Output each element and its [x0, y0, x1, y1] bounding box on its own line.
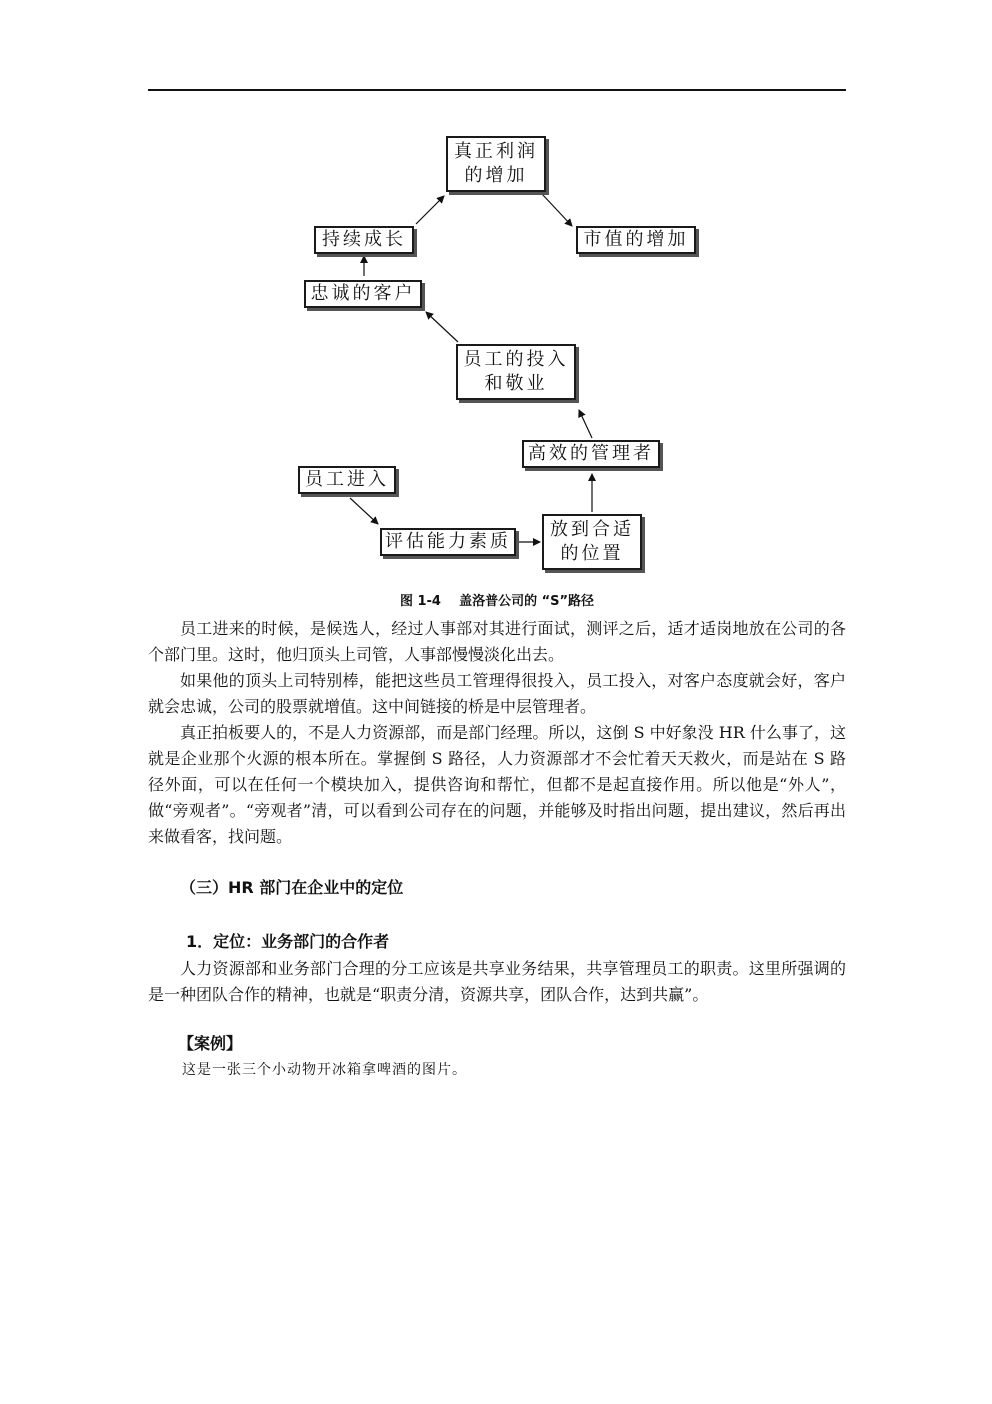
subsection-heading: 1．定位：业务部门的合作者 [186, 932, 390, 951]
paragraph: 员工进来的时候，是候选人，经过人事部对其进行面试，测评之后，适才适岗地放在公司的各个部门里。这时，他归顶头上司管，人事部慢慢淡化出去。 [148, 619, 846, 664]
node-right-placement: 放到合适 的位置 [542, 514, 642, 570]
node-employee-engagement: 员工的投入 和敬业 [456, 344, 576, 400]
paragraph: 如果他的顶头上司特别棒，能把这些员工管理得很投入，员工投入，对客户态度就会好，客户就会忠诚，公司的股票就增值。这中间链接的桥是中层管理者。 [148, 671, 846, 716]
arrow-entry-to-assess [350, 498, 378, 524]
subsection-body [148, 956, 846, 1008]
node-assess-competency: 评估能力素质 [380, 528, 516, 556]
arrow-managers-to-engagement [579, 410, 592, 438]
node-loyal-customers: 忠诚的客户 [304, 280, 422, 308]
paragraph: 真正拍板要人的，不是人力资源部，而是部门经理。所以，这倒 S 中好象没 HR 什么事了，这就是企业那个火源的根本所在。掌握倒 S 路径，人力资源部才不会忙着天天救火，而是站在 S 路径外面，可以在任何一个模块加入，提供咨询和帮忙，但都不是起直接作用。所以他是“外人”，做“旁观者”。“旁观者”清，可以看到公司存在的问题，并能够及时指出问题，提出建议，然后再出来做看客，找问题。 [148, 723, 846, 846]
node-market-value: 市值的增加 [576, 226, 696, 254]
paragraph: 人力资源部和业务部门合理的分工应该是共享业务结果，共享管理员工的职责。这里所强调的是一种团队合作的精神，也就是“职责分清，资源共享，团队合作，达到共赢”。 [148, 959, 846, 1004]
node-profit-increase: 真正利润 的增加 [446, 136, 546, 192]
arrow-growth-to-profit [416, 196, 444, 224]
arrow-engagement-to-loyal [426, 312, 458, 342]
arrow-profit-to-market [542, 194, 572, 226]
figure-caption: 图 1-4 盖洛普公司的 “S”路径 [399, 594, 595, 609]
body-paragraphs [148, 616, 846, 850]
node-effective-managers: 高效的管理者 [522, 440, 660, 468]
s-path-diagram [290, 128, 710, 578]
case-text: 这是一张三个小动物开冰箱拿啤酒的图片。 [182, 1062, 467, 1078]
section-heading: （三）HR 部门在企业中的定位 [180, 878, 404, 897]
node-sustained-growth: 持续成长 [314, 226, 414, 254]
header-rule [148, 89, 846, 91]
node-employee-entry: 员工进入 [298, 466, 396, 494]
case-heading: 【案例】 [178, 1034, 243, 1053]
